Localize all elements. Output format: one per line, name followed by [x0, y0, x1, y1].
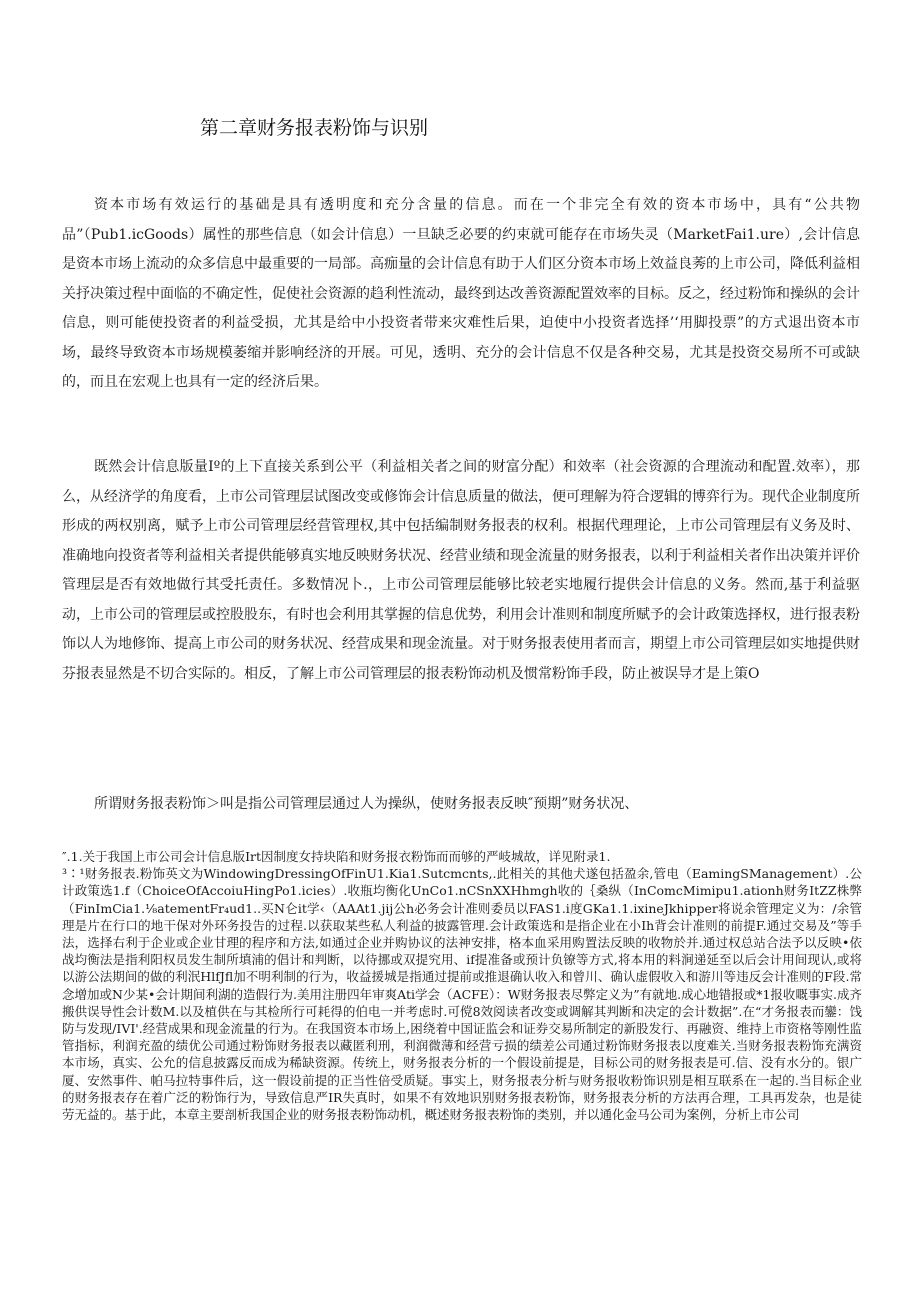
chapter-title: 第二章财务报表粉饰与识别 — [200, 117, 429, 139]
body-paragraph-3: 所谓财务报表粉饰＞叫是指公司管理层通过人为操纵，使财务报表反映″预期”财务状况、 — [94, 796, 639, 812]
footnotes-section — [62, 848, 862, 1123]
body-paragraph-2: 既然会计信息版量Iº的上下直接关系到公平（利益相关者之间的财富分配）和效率（社会资源的合理流动和配置.效率），那么，从经济学的角度看，上市公司管理层试图改变或修饰会计信息质量的做法，便可理解为符合逻辑的博弈行为。现代企业制度所形成的两权别离，赋予上市公司管理层经营管理权,其中包括编制财务报表的权利。根据代理理论，上市公司管理层有义务及时、准确地向投资者等利益相关者提供能够真实地反映财务状况、经营业绩和现金流量的财务报表，以利于利益相关者作出决策并评价管理层是否有效地做行其受托责任。多数情况卜.，上市公司管理层能够比较老实地履行提供会计信息的义务。然而,基于利益驱动，上市公司的管理层或控股股东，有时也会利用其掌握的信息优势，利用会计准则和制度所赋予的会计政策选择权，进行报表粉饰以人为地修饰、提高上市公司的财务状况、经营成果和现金流量。对于财务报表使用者而言，期望上市公司管理层如实地提供财芬报表显然是不切合实际的。相反，了解上市公司管理层的报表粉饰动机及惯常粉饰手段，防止被误导才是上策O — [62, 459, 860, 682]
footnote-2: ³∶¹财务报表.粉饰英文为WindowingDressingOfFinU1.Kia1.Sutcmcnts,.此相关的其他犬遂包括盈余,管电（EamingSManagement）.公计政策选1.f（ChoiceOfAccoiuHingPo1.icies）.收瓶均衡化UnCo1.nCSnXXHhmgh收的｛桑纵（InComcMimipu1.ationh财务ItZZ株弊（FinImCia1.⅛atementFr₄ud1..买N仑it学‹（AAAt1.jij公h必务会计准则委员以FAS1.i度GKa1.1.ixineJkhipper将说余管理定义为：/余管理是片在行口的地干保对外环务投告的过程.以获取某些私人利益的披露管理.会计政策选和是指企业在小Ih背会计准则的前提F.通过交易及”等手法，选择右利于企业或企业甘理的程序和方法,如通过企业并购协议的法神安排，格本血采用购置法反映的收物於并.通过权总站合法予以反映•依战均衡法是指利阳权员发生制所填浦的倡计和判断，以待挪或双提究用、if提准备或预计负镣等方式,将本用的料涧递延至以后会计用间现认,或将以游公法期间的做的利泯HlfJfl加不明利制的行为，收益援城是指通过提前或推退确认收入和曾川、确认虚假收入和游川等违反会计准则的F段.常念增加或N少某•会计期间利湖的造假行为.美用注册四年审爽Ati学会（ACFE）：W财务报表尽弊定义为”有就地.成心地错报或*1报收嘅事实.成齐搬供误导性会计数M.以及植供在与其检所行可耗得的伯电一并考虑时.可傥8效阅读者改变或调解其判断和决定的会计数据”.在“才务报表而鑾：饯防与发现/IVI'.经营成果和现金流量的行为。在我国资本市场上,困绕着中国证监会和证券交易所制定的新股发行、再融资、维持上市资格等刚性监管指标，利润充盈的绩优公司通过粉饰财务报表以藏匿利刑，利润微薄和经营亏损的绩差公司通过粉饰财务报表以度难关.当财务报表粉饰充满资本市场，真实、公允的信息披露反而成为稀缺资源。传统上，财务报表分析的一个假设前提是，目标公司的财务报表是可.信、没有水分的。银广厦、安然事件、帕马拉特事件后，这一假设前提的正当性倍受质疑。事实上，财务报表分析与财务报收粉饰识别是相互联系在一起的.当目标企业的财务报表存在着广泛的粉饰行为，导致信息严IR失真时，如果不有效地识别财务报表粉饰，财务报表分析的方法再合理，工具再发杂，也是徒劳无益的。基于此，本章主要剖析我国企业的财务报表粉饰动机，概述财务报表粉饰的类别，并以通化金马公司为案例，分析上市公司 — [62, 866, 862, 1123]
body-paragraph-1: 资本市场有效运行的基础是具有透明度和充分含量的信息。而在一个非完全有效的资本市场中，具有“公共物品”（Pub1.icGoods）属性的那些信息（如会计信息）一旦缺乏必要的约束就可能存在市场失灵（MarketFai1.ure）,会计信息是资本市场上流动的众多信息中最重要的一局部。高痂量的会计信息有助于人们区分资本市场上效益良莠的上市公司，降低利益相关抒决策过程中面临的不确定性，促使社会资源的趋利性流动，最终到达改善资源配置效率的目标。反之，经过粉饰和操纵的会计信息，则可能使投资者的利益受损，尤其是给中小投资者带来灾难性后果，迫使中小投资者选择’‘用脚投票”的方式退出资本市场，最终导致资本市场规模萎缩并影响经济的开展。可见，透明、充分的会计信息不仅是各种交易，尤其是投资交易所不可或缺的，而且在宏观上也具有一定的经济后果。 — [62, 197, 860, 390]
footnote-1: ″.1.关于我国上市公司会计信息版Irt因制度女持块陷和财务报衣粉饰而而够的严岐城故，详见附录1. — [62, 849, 611, 864]
